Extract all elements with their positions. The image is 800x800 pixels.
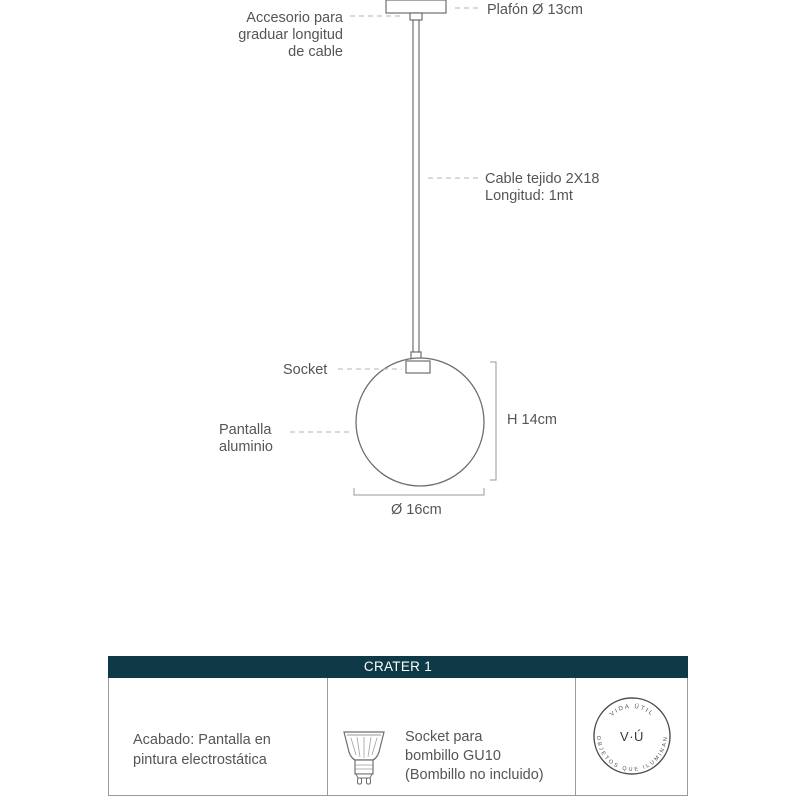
seal-ring-bottom-text: OBJETOS QUE ILUMINAN [594, 735, 670, 774]
socket-info-line-3: (Bombillo no incluido) [405, 767, 544, 783]
finish-text-line-1: Acabado: Pantalla en [133, 732, 271, 748]
shade-label-line-2: aluminio [219, 439, 273, 455]
seal-brand-text: V·Ú [620, 729, 644, 744]
seal-ring-top-text: VIDA ÚTIL [609, 703, 655, 718]
gu10-bulb-icon [343, 730, 385, 786]
shade-label [219, 422, 273, 456]
accessory-label [205, 10, 343, 61]
accessory-label-line-3: de cable [288, 44, 343, 60]
socket-info-line-2: bombillo GU10 [405, 748, 501, 764]
height-dimension [490, 362, 496, 480]
socket-info-line-1: Socket para [405, 729, 483, 745]
socket-body [406, 361, 430, 373]
shade-label-line-1: Pantalla [219, 422, 272, 438]
height-label: H 14cm [507, 412, 557, 428]
product-table-body [108, 678, 688, 796]
finish-text [133, 730, 271, 770]
cable-label-line-1: Cable tejido 2X18 [485, 171, 600, 187]
cable-label-line-2: Longitud: 1mt [485, 188, 573, 204]
shade-globe [356, 358, 484, 486]
diameter-dimension [354, 488, 484, 495]
product-table [108, 656, 688, 796]
finish-text-line-2: pintura electrostática [133, 752, 267, 768]
socket-cell [327, 678, 576, 795]
seal-cell [575, 678, 687, 795]
cable-label [485, 171, 599, 205]
socket-info-text [405, 728, 544, 785]
vu-seal-logo [592, 694, 672, 778]
canopy-plate [386, 0, 446, 13]
canopy-label: Plafón Ø 13cm [487, 2, 583, 18]
accessory-label-line-2: graduar longitud [238, 27, 343, 43]
finish-cell [109, 678, 328, 795]
product-title: CRATER 1 [108, 656, 688, 678]
diameter-label: Ø 16cm [391, 502, 442, 518]
accessory-label-line-1: Accesorio para [246, 10, 343, 26]
cable-adjuster [410, 13, 422, 20]
socket-label: Socket [283, 362, 328, 378]
